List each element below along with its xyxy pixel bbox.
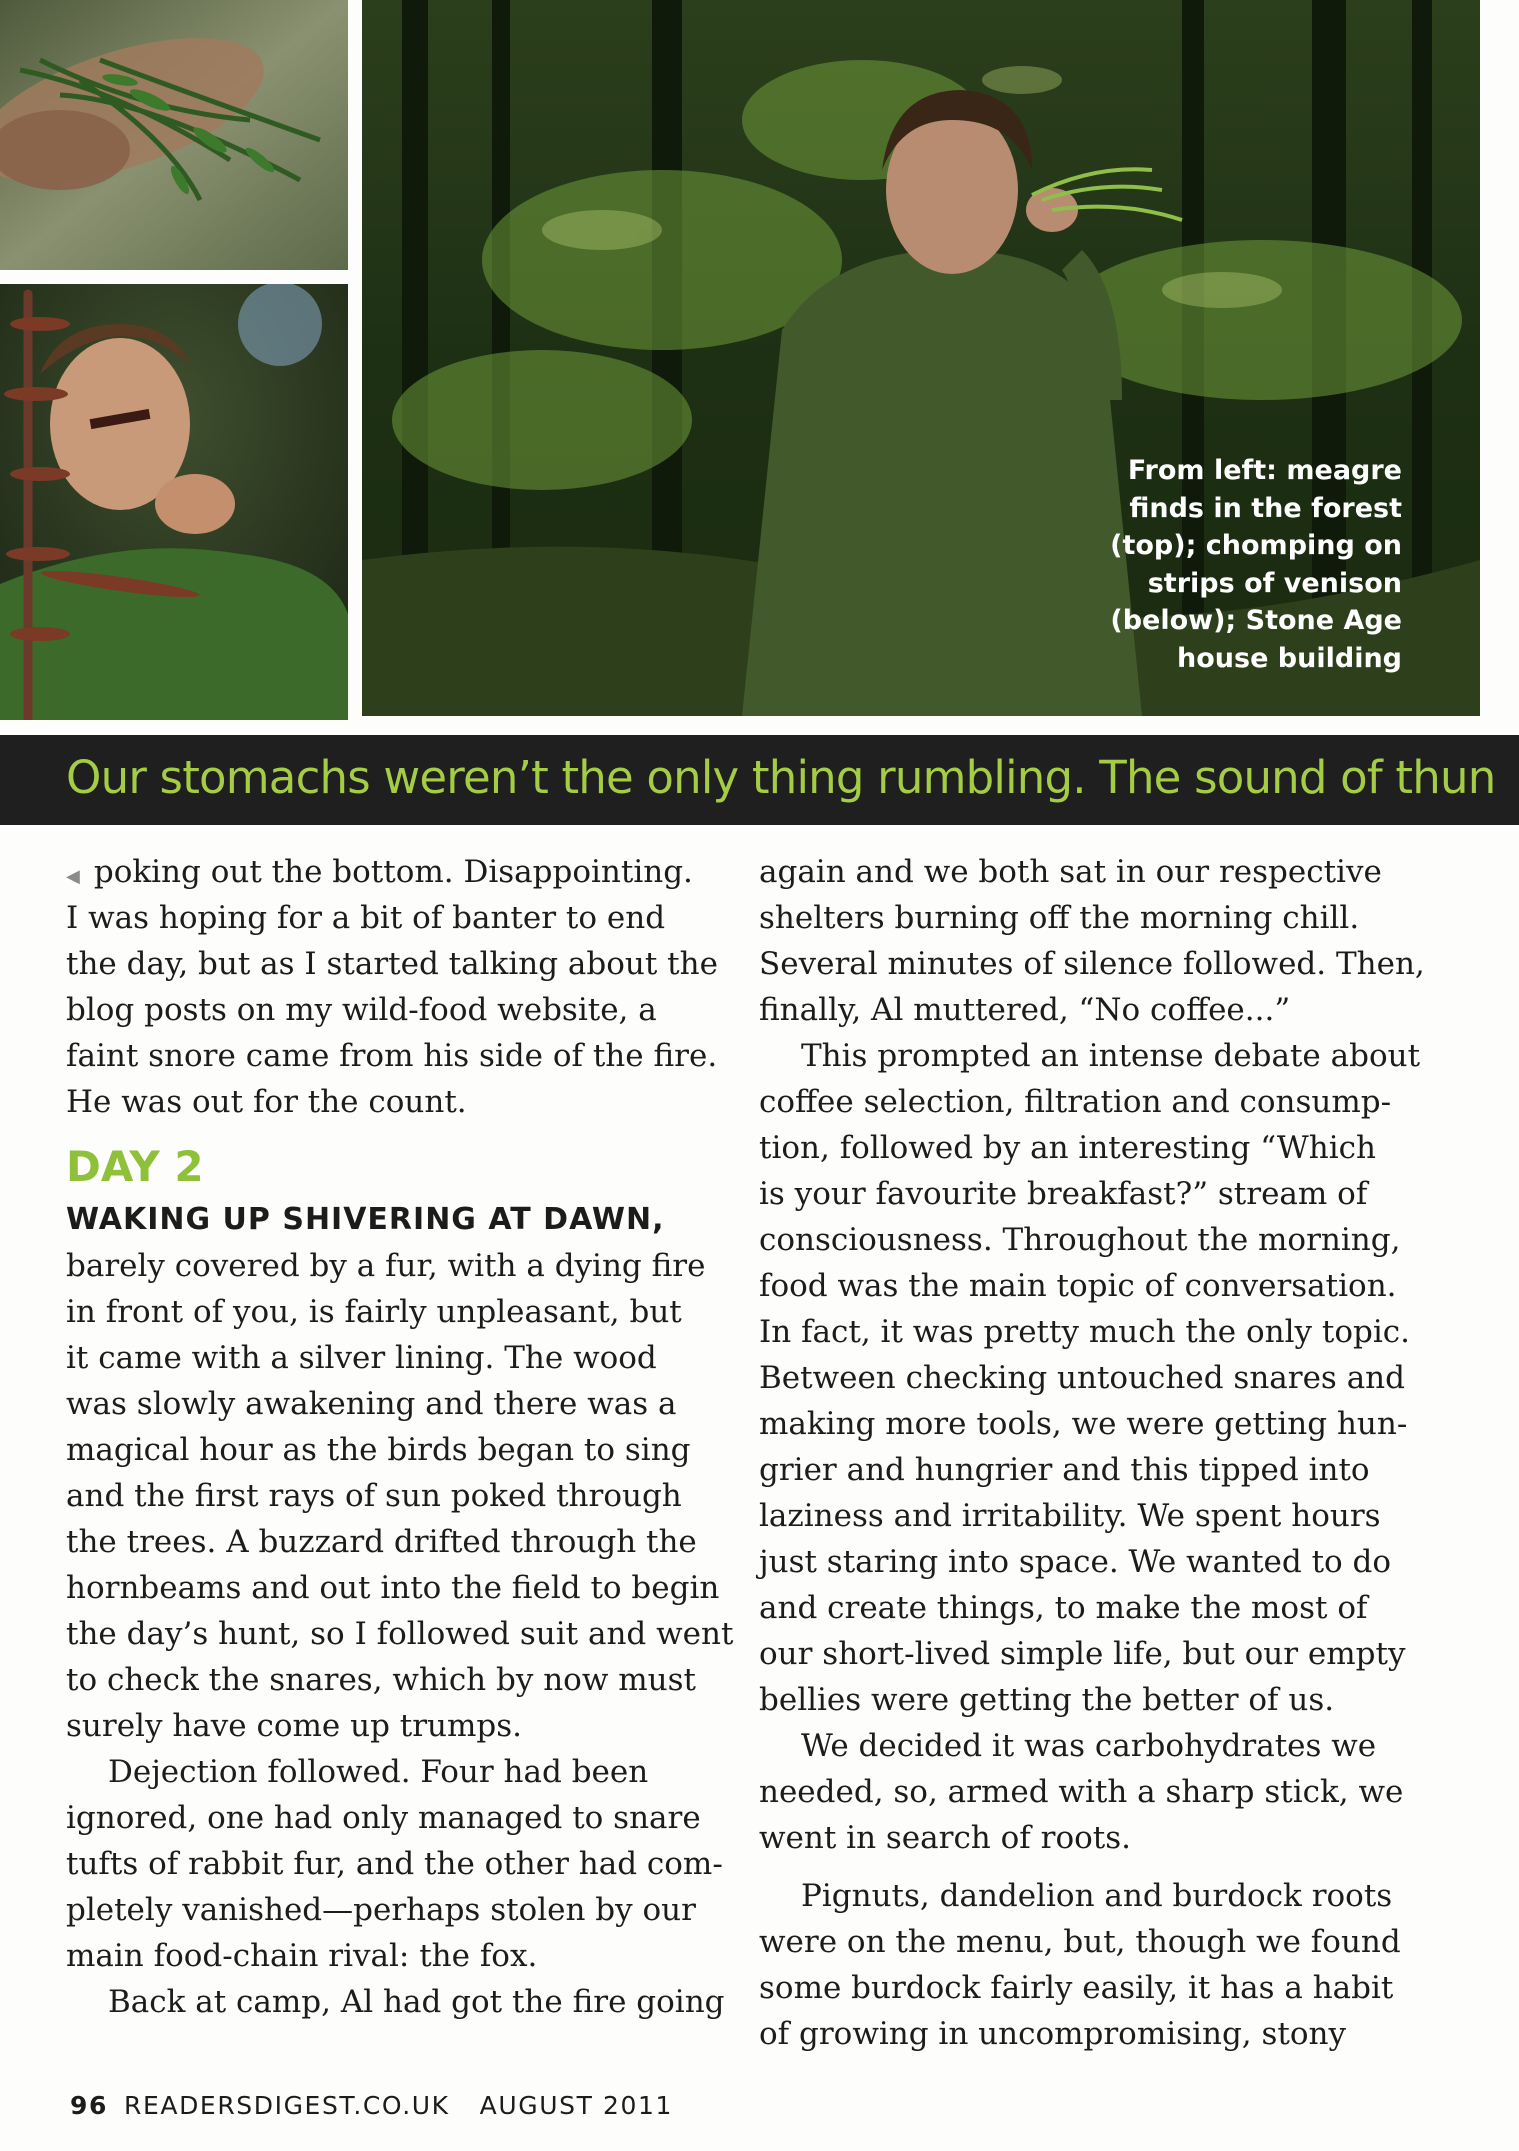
body-line: tion, followed by an interesting “Which <box>759 1130 1377 1166</box>
body-line: is your favourite breakfast?” stream of <box>759 1176 1368 1212</box>
body-line: laziness and irritability. We spent hours <box>759 1498 1381 1534</box>
body-line: ignored, one had only managed to snare <box>66 1800 701 1836</box>
magazine-url: READERSDIGEST.CO.UK <box>124 2091 450 2120</box>
body-line: Several minutes of silence followed. Then, <box>759 946 1425 982</box>
body-line: just staring into space. We wanted to do <box>759 1544 1392 1580</box>
photo-forest-greens <box>0 0 348 270</box>
pull-quote: Our stomachs weren’t the only thing rumbling. The sound of thun <box>66 751 1496 804</box>
body-line: magical hour as the birds began to sing <box>66 1432 691 1468</box>
body-line: some burdock fairly easily, it has a habit <box>759 1970 1394 2006</box>
body-line: hornbeams and out into the field to begin <box>66 1570 720 1606</box>
body-line: blog posts on my wild-food website, a <box>66 992 657 1028</box>
body-line: the day, but as I started talking about the <box>66 946 718 982</box>
body-line: the trees. A buzzard drifted through the <box>66 1524 697 1560</box>
body-line: pletely vanished—perhaps stolen by our <box>66 1892 696 1928</box>
caption-line: (top); chomping on <box>1110 530 1402 561</box>
body-line: to check the snares, which by now must <box>66 1662 696 1698</box>
body-line: making more tools, we were getting hun- <box>759 1406 1408 1442</box>
section-heading: DAY 2 <box>66 1142 204 1191</box>
body-line: Between checking untouched snares and <box>759 1360 1405 1396</box>
body-line: needed, so, armed with a sharp stick, we <box>759 1774 1404 1810</box>
body-line: in front of you, is fairly unpleasant, but <box>66 1294 682 1330</box>
body-line: main food-chain rival: the fox. <box>66 1938 538 1974</box>
body-line: food was the main topic of conversation. <box>759 1268 1397 1304</box>
body-line: grier and hungrier and this tipped into <box>759 1452 1370 1488</box>
body-line: surely have come up trumps. <box>66 1708 523 1744</box>
issue-date: AUGUST 2011 <box>479 2091 674 2120</box>
right-column <box>759 849 1425 2057</box>
body-line: ◀ poking out the bottom. Disappointing. <box>66 854 693 890</box>
body-line: Dejection followed. Four had been <box>108 1754 649 1790</box>
body-line: our short-lived simple life, but our empty <box>759 1636 1406 1672</box>
body-line: coffee selection, filtration and consump- <box>759 1084 1392 1120</box>
pull-quote-bar <box>0 735 1519 825</box>
page-number: 96 <box>70 2091 108 2120</box>
body-line: bellies were getting the better of us. <box>759 1682 1335 1718</box>
lead-in-caps: WAKING UP SHIVERING AT DAWN, <box>66 1202 665 1237</box>
photo-man-in-forest <box>362 0 1480 716</box>
body-line: tufts of rabbit fur, and the other had com- <box>66 1846 723 1882</box>
body-line: and create things, to make the most of <box>759 1590 1368 1626</box>
body-line: barely covered by a fur, with a dying fire <box>66 1248 706 1284</box>
caption-line: finds in the forest <box>1129 492 1402 524</box>
body-line: was slowly awakening and there was a <box>66 1386 677 1422</box>
body-line: We decided it was carbohydrates we <box>801 1728 1377 1764</box>
body-line: were on the menu, but, though we found <box>759 1924 1401 1960</box>
body-line: went in search of roots. <box>759 1820 1131 1856</box>
caption-line: From left: meagre <box>1127 455 1402 486</box>
caption-line: (below); Stone Age <box>1110 605 1402 636</box>
photo-collage <box>0 0 1480 720</box>
body-line: again and we both sat in our respective <box>759 854 1382 890</box>
body-line: shelters burning off the morning chill. <box>759 900 1360 936</box>
body-line: faint snore came from his side of the fire. <box>66 1038 718 1074</box>
body-line: He was out for the count. <box>66 1084 467 1120</box>
body-line: This prompted an intense debate about <box>801 1038 1421 1074</box>
body-line: of growing in uncompromising, stony <box>759 2016 1347 2052</box>
page-footer <box>70 2091 673 2120</box>
body-line: consciousness. Throughout the morning, <box>759 1222 1401 1258</box>
body-line: and the first rays of sun poked through <box>66 1478 682 1514</box>
body-line: the day’s hunt, so I followed suit and went <box>66 1616 734 1652</box>
body-line: it came with a silver lining. The wood <box>66 1340 657 1376</box>
left-column <box>66 849 734 2025</box>
photo-caption <box>1102 452 1402 677</box>
body-line: Pignuts, dandelion and burdock roots <box>801 1878 1393 1914</box>
body-line: finally, Al muttered, “No coffee...” <box>759 992 1291 1028</box>
body-line: In fact, it was pretty much the only topic. <box>759 1314 1411 1350</box>
continued-arrow-icon: ◀ <box>66 866 80 887</box>
body-line: Back at camp, Al had got the fire going <box>108 1984 725 2020</box>
photo-eating-venison <box>0 284 348 720</box>
caption-line: strips of venison <box>1147 567 1402 599</box>
body-line: I was hoping for a bit of banter to end <box>66 900 666 936</box>
caption-line: house building <box>1177 642 1402 674</box>
